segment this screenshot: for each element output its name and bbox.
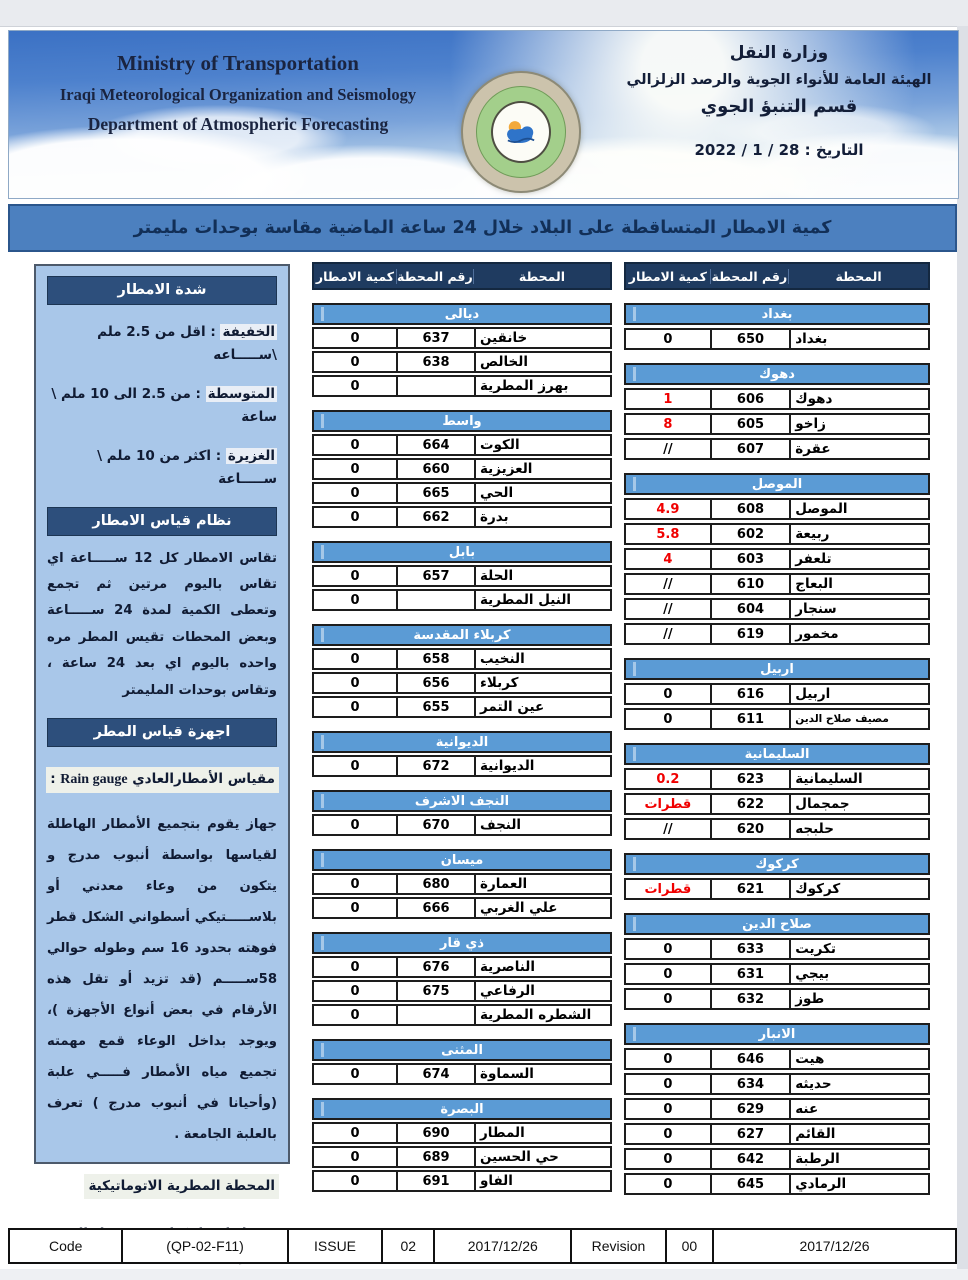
rain-amount: 0 — [312, 1170, 396, 1192]
station-row — [312, 1063, 612, 1085]
station-name: جمجمال — [789, 793, 930, 815]
station-row — [312, 375, 612, 397]
province-group-title: بابل — [312, 541, 612, 563]
station-number: 664 — [396, 434, 474, 456]
org-name-arabic — [614, 39, 944, 159]
station-number: 660 — [396, 458, 474, 480]
logo-green-ring — [476, 86, 566, 178]
rain-gauge-paragraph: جهاز يقوم بتجميع الأمطار الهاطلة لقياسها بواسطة أنبوب مدرج و يتكون من وعاء معدني أو بلاســـــتيكي أسطواني الشكل قطر فوهته بحدود 16 سم وطوله حوالي 58ســـــم (قد تزيد أو تقل هذه الأرقام في بعض أنواع الأجهزة )، ويوجد بداخل الوعاء قمع مهمته تجميع مياه الأمطار فـــــي علبة (وأحيانا في أنبوب مدرج ) تعرف بالعلبة الجامعة . — [47, 816, 277, 1143]
station-row — [624, 523, 930, 545]
province-group-title: الديوانية — [312, 731, 612, 753]
station-name: هيت — [789, 1048, 930, 1070]
column-header-station-number: رقم المحطة — [397, 268, 473, 284]
intensity-medium-line — [47, 383, 277, 429]
info-panel — [34, 264, 290, 1195]
station-number: 632 — [710, 988, 790, 1010]
station-row — [624, 598, 930, 620]
station-row — [312, 458, 612, 480]
station-number: 672 — [396, 755, 474, 777]
rain-amount: 0 — [624, 683, 710, 705]
rain-amount: 0 — [624, 708, 710, 730]
department-name-ar: قسم التنبؤ الجوي — [700, 95, 858, 117]
rain-amount: 4 — [624, 548, 710, 570]
station-row — [624, 818, 930, 840]
station-name: النخيب — [474, 648, 612, 670]
ministry-name-en: Ministry of Transportation — [117, 51, 359, 75]
rain-amount: 0 — [624, 1048, 710, 1070]
station-name: حلبجه — [789, 818, 930, 840]
province-group — [624, 473, 930, 645]
station-name: السليمانية — [789, 768, 930, 790]
rain-amount: 0 — [312, 375, 396, 397]
station-row — [312, 1122, 612, 1144]
province-group — [624, 743, 930, 840]
rain-amount: 1 — [624, 388, 710, 410]
station-row — [624, 548, 930, 570]
station-number: 607 — [710, 438, 790, 460]
station-number — [396, 589, 474, 611]
station-number: 620 — [710, 818, 790, 840]
rain-amount: 0 — [312, 1146, 396, 1168]
station-number: 674 — [396, 1063, 474, 1085]
station-name: النجف — [474, 814, 612, 836]
station-row — [624, 1048, 930, 1070]
station-row — [624, 1148, 930, 1170]
station-row — [312, 956, 612, 978]
station-name: خانقين — [474, 327, 612, 349]
station-row — [312, 327, 612, 349]
station-row — [312, 434, 612, 456]
province-group-title: السليمانية — [624, 743, 930, 765]
province-group — [312, 731, 612, 777]
station-number: 608 — [710, 498, 790, 520]
rain-amount: 0 — [624, 1173, 710, 1195]
station-row — [312, 589, 612, 611]
station-name: الحي — [474, 482, 612, 504]
table-header-row — [624, 262, 930, 290]
intensity-heavy-line — [47, 445, 277, 491]
station-row — [624, 1123, 930, 1145]
column-header-station-number: رقم المحطة — [711, 268, 788, 284]
rain-amount: 0 — [312, 506, 396, 528]
station-row — [312, 1170, 612, 1192]
footer-cell-3: 02 — [383, 1230, 435, 1262]
section-header-measuring-system: نظام قياس الامطار — [47, 507, 277, 536]
footer-cell-4: 2017/12/26 — [435, 1230, 572, 1262]
rain-amount: قطرات — [624, 793, 710, 815]
station-row — [312, 648, 612, 670]
station-row — [624, 768, 930, 790]
station-number: 670 — [396, 814, 474, 836]
province-group — [312, 932, 612, 1026]
station-name: عقرة — [789, 438, 930, 460]
org-name-english — [23, 47, 453, 140]
rain-amount: 0 — [312, 1063, 396, 1085]
organization-name-en: Iraqi Meteorological Organization and Seismology — [59, 84, 417, 104]
station-name: دهوك — [789, 388, 930, 410]
rain-amount: 0 — [312, 327, 396, 349]
station-number: 629 — [710, 1098, 790, 1120]
report-date: التاريخ : 28 / 1 / 2022 — [694, 141, 864, 160]
station-row — [624, 623, 930, 645]
footer-cell-0: Code — [10, 1230, 123, 1262]
station-number: 691 — [396, 1170, 474, 1192]
station-name: حي الحسين — [474, 1146, 612, 1168]
station-name: طوز — [789, 988, 930, 1010]
province-group — [312, 849, 612, 919]
station-name: العزيزية — [474, 458, 612, 480]
station-number: 645 — [710, 1173, 790, 1195]
station-row — [624, 1098, 930, 1120]
station-row — [312, 897, 612, 919]
station-number: 676 — [396, 956, 474, 978]
rain-amount: 0 — [624, 1148, 710, 1170]
station-row — [312, 873, 612, 895]
rain-gauge-heading — [46, 767, 279, 793]
province-group-title: البصرة — [312, 1098, 612, 1120]
station-name: البعاج — [789, 573, 930, 595]
station-number: 657 — [396, 565, 474, 587]
station-name: الكوت — [474, 434, 612, 456]
station-row — [624, 793, 930, 815]
rain-amount: 0 — [624, 963, 710, 985]
station-number: 690 — [396, 1122, 474, 1144]
column-header-rain-amount: كمية الامطار — [314, 269, 397, 284]
station-name: زاخو — [789, 413, 930, 435]
province-group-title: واسط — [312, 410, 612, 432]
station-name: سنجار — [789, 598, 930, 620]
province-group-title: الموصل — [624, 473, 930, 495]
station-number: 689 — [396, 1146, 474, 1168]
station-row — [312, 672, 612, 694]
document-control-footer — [8, 1228, 957, 1264]
province-group-title: كربلاء المقدسة — [312, 624, 612, 646]
station-name: بدرة — [474, 506, 612, 528]
station-name: عنه — [789, 1098, 930, 1120]
province-group — [312, 624, 612, 718]
province-group-title: ذي قار — [312, 932, 612, 954]
rain-amount: 0 — [312, 1122, 396, 1144]
station-name: الخالص — [474, 351, 612, 373]
province-group-title: ديالى — [312, 303, 612, 325]
rain-amount: 0 — [312, 980, 396, 1002]
province-group — [624, 658, 930, 730]
rain-amount: 0 — [624, 988, 710, 1010]
footer-cell-7: 2017/12/26 — [799, 1238, 870, 1254]
station-number: 650 — [710, 328, 790, 350]
rain-amount: 4.9 — [624, 498, 710, 520]
intensity-heavy-term: الغزيرة — [227, 447, 275, 464]
province-group — [312, 790, 612, 836]
station-number: 638 — [396, 351, 474, 373]
station-number: 665 — [396, 482, 474, 504]
station-row — [312, 351, 612, 373]
station-row — [312, 1004, 612, 1026]
logo-center — [491, 101, 551, 163]
station-number: 658 — [396, 648, 474, 670]
intensity-light-line — [47, 321, 277, 367]
rain-amount: // — [624, 598, 710, 620]
intensity-medium-term: المتوسطة — [207, 385, 275, 402]
station-row — [624, 328, 930, 350]
province-group — [312, 541, 612, 611]
station-name: مخمور — [789, 623, 930, 645]
province-group-title: الانبار — [624, 1023, 930, 1045]
station-number — [396, 375, 474, 397]
station-row — [624, 498, 930, 520]
province-group — [312, 303, 612, 397]
station-row — [312, 506, 612, 528]
station-name: بغداد — [789, 328, 930, 350]
station-row — [624, 413, 930, 435]
scan-edge-top — [0, 0, 968, 27]
station-number: 633 — [710, 938, 790, 960]
station-number: 675 — [396, 980, 474, 1002]
station-number: 631 — [710, 963, 790, 985]
rain-amount: قطرات — [624, 878, 710, 900]
station-row — [624, 988, 930, 1010]
rain-amount: // — [624, 818, 710, 840]
station-number: 621 — [710, 878, 790, 900]
rain-amount: 5.8 — [624, 523, 710, 545]
station-name: الرمادي — [789, 1173, 930, 1195]
station-number: 605 — [710, 413, 790, 435]
station-name: الفاو — [474, 1170, 612, 1192]
rain-amount: 0 — [312, 589, 396, 611]
rain-amount: 0 — [312, 672, 396, 694]
station-name: بيجي — [789, 963, 930, 985]
station-row — [624, 438, 930, 460]
footer-cell-6: 00 — [667, 1230, 714, 1262]
station-number: 655 — [396, 696, 474, 718]
rain-amount: 0 — [312, 434, 396, 456]
station-number: 646 — [710, 1048, 790, 1070]
station-row — [312, 980, 612, 1002]
rain-amount: 0 — [312, 814, 396, 836]
province-group-title: بغداد — [624, 303, 930, 325]
station-row — [312, 696, 612, 718]
station-number: 662 — [396, 506, 474, 528]
station-number: 656 — [396, 672, 474, 694]
station-number: 622 — [710, 793, 790, 815]
province-group-title: ميسان — [312, 849, 612, 871]
rain-amount: 0 — [312, 482, 396, 504]
station-number: 627 — [710, 1123, 790, 1145]
organization-logo — [461, 71, 581, 193]
rain-amount: // — [624, 438, 710, 460]
province-group-title: المثنى — [312, 1039, 612, 1061]
rain-amount: 0 — [312, 458, 396, 480]
report-title-bar: كمية الامطار المتساقطة على البلاد خلال 24 ساعة الماضية مقاسة بوحدات مليمتر — [8, 204, 957, 252]
rain-amount: 0 — [312, 755, 396, 777]
province-group — [624, 1023, 930, 1195]
station-row — [624, 938, 930, 960]
station-number: 666 — [396, 897, 474, 919]
station-number: 619 — [710, 623, 790, 645]
station-name: اربيل — [789, 683, 930, 705]
station-name: القائم — [789, 1123, 930, 1145]
station-name: السماوة — [474, 1063, 612, 1085]
station-number: 604 — [710, 598, 790, 620]
station-number: 637 — [396, 327, 474, 349]
station-number: 680 — [396, 873, 474, 895]
rain-amount: // — [624, 623, 710, 645]
station-row — [624, 1173, 930, 1195]
station-row — [624, 708, 930, 730]
cloud-sun-icon — [500, 119, 542, 146]
station-name: النيل المطرية — [474, 589, 612, 611]
rain-amount: 0 — [312, 897, 396, 919]
rain-amount: 0 — [624, 1098, 710, 1120]
station-number — [396, 1004, 474, 1026]
station-number: 616 — [710, 683, 790, 705]
rain-gauge-heading-colon: : — [50, 771, 61, 788]
station-name: الديوانية — [474, 755, 612, 777]
rain-amount: 0 — [624, 1073, 710, 1095]
scan-edge-bottom — [0, 1269, 968, 1280]
station-name: علي الغربي — [474, 897, 612, 919]
scan-edge-right — [957, 26, 968, 1280]
rain-amount: 0 — [312, 956, 396, 978]
station-name: الناصرية — [474, 956, 612, 978]
section-header-rain-gauges: اجهزة قياس المطر — [47, 718, 277, 747]
rain-amount: 0 — [312, 565, 396, 587]
station-row — [312, 814, 612, 836]
station-name: كربلاء — [474, 672, 612, 694]
province-group-title: النجف الاشرف — [312, 790, 612, 812]
footer-cell-2: ISSUE — [289, 1230, 384, 1262]
footer-cell-1: (QP-02-F11) — [123, 1230, 288, 1262]
station-name: حديثه — [789, 1073, 930, 1095]
rain-amount: // — [624, 573, 710, 595]
station-row — [624, 573, 930, 595]
province-group — [624, 303, 930, 350]
station-row — [624, 878, 930, 900]
station-name: كركوك — [789, 878, 930, 900]
column-header-rain-amount: كمية الامطار — [626, 269, 711, 284]
province-group-title: كركوك — [624, 853, 930, 875]
station-name: العمارة — [474, 873, 612, 895]
intensity-medium-def: : من 2.5 الى 10 ملم \ ساعة — [51, 385, 277, 425]
station-name: الحلة — [474, 565, 612, 587]
province-group — [624, 853, 930, 900]
station-row — [312, 1146, 612, 1168]
table-header-row — [312, 262, 612, 290]
rain-gauge-heading-en: Rain gauge — [60, 772, 128, 788]
measuring-system-paragraph: تقاس الامطار كل 12 ســـــاعة اي تقاس باليوم مرتين ثم تجمع وتعطى الكمية لمدة 24 ســـــاعة وبعض المحطات تقيس المطر مره واحده باليوم اي بعد 24 ساعة ، وتقاس بوحدات المليمتر — [47, 550, 277, 698]
automatic-station-heading: المحطة المطرية الاتوماتيكية — [84, 1174, 279, 1199]
province-group-title: اربيل — [624, 658, 930, 680]
station-number: 606 — [710, 388, 790, 410]
province-group-title: دهوك — [624, 363, 930, 385]
station-number: 610 — [710, 573, 790, 595]
station-name: مصيف صلاح الدين — [789, 708, 930, 730]
station-name: تكريت — [789, 938, 930, 960]
station-number: 603 — [710, 548, 790, 570]
station-row — [312, 565, 612, 587]
ministry-name-ar: وزارة النقل — [729, 43, 829, 63]
stations-column-south — [312, 262, 612, 1192]
column-header-station: المحطة — [835, 268, 882, 284]
station-number: 642 — [710, 1148, 790, 1170]
intensity-heavy-def: : اكثر من 10 ملم \ ســـــاعة — [97, 447, 277, 487]
province-group — [312, 410, 612, 528]
rain-amount: 0 — [312, 696, 396, 718]
station-row — [312, 482, 612, 504]
station-name: بهرز المطرية — [474, 375, 612, 397]
rain-gauge-heading-ar: مقياس الأمطارالعادي — [132, 771, 275, 788]
rain-amount: 0 — [312, 1004, 396, 1026]
station-name: عين التمر — [474, 696, 612, 718]
intensity-light-term: الخفيفة — [222, 324, 275, 340]
station-name: الرفاعي — [474, 980, 612, 1002]
station-row — [624, 963, 930, 985]
station-row — [624, 1073, 930, 1095]
rain-amount: 8 — [624, 413, 710, 435]
rain-amount: 0 — [624, 1123, 710, 1145]
station-name: المطار — [474, 1122, 612, 1144]
station-number: 634 — [710, 1073, 790, 1095]
station-row — [312, 755, 612, 777]
rain-amount: 0.2 — [624, 768, 710, 790]
rain-amount: 0 — [312, 351, 396, 373]
station-number: 602 — [710, 523, 790, 545]
station-number: 623 — [710, 768, 790, 790]
letterhead-banner — [8, 30, 959, 199]
province-group — [312, 1098, 612, 1192]
province-group — [312, 1039, 612, 1085]
organization-name-ar: الهيئة العامة للأنواء الجوية والرصد الزلزالي — [626, 71, 932, 88]
rain-amount: 0 — [624, 938, 710, 960]
column-header-station: المحطة — [518, 268, 565, 284]
station-name: ربيعة — [789, 523, 930, 545]
station-name: تلعفر — [789, 548, 930, 570]
rain-amount: 0 — [312, 873, 396, 895]
station-name: الرطبة — [789, 1148, 930, 1170]
station-row — [624, 683, 930, 705]
station-name: الموصل — [789, 498, 930, 520]
rain-amount: 0 — [624, 328, 710, 350]
station-row — [624, 388, 930, 410]
province-group — [624, 363, 930, 460]
station-number: 611 — [710, 708, 790, 730]
province-group-title: صلاح الدين — [624, 913, 930, 935]
station-name: الشطره المطرية — [474, 1004, 612, 1026]
rain-amount: 0 — [312, 648, 396, 670]
province-group — [624, 913, 930, 1010]
intensity-light-def: : اقل من 2.5 ملم \ســـــاعه — [97, 324, 277, 363]
department-name-en: Department of Atmospheric Forecasting — [87, 114, 389, 135]
footer-cell-5: Revision — [572, 1230, 667, 1262]
section-header-rain-intensity: شدة الامطار — [47, 276, 277, 305]
stations-column-north — [624, 262, 930, 1195]
